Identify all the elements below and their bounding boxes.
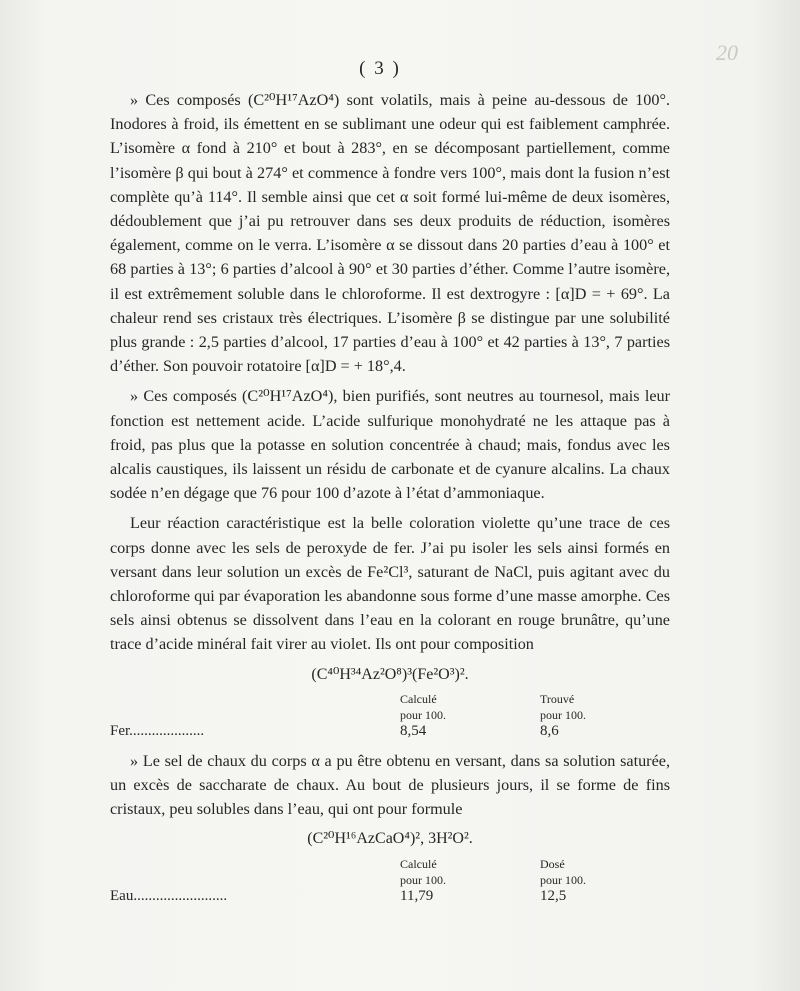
corner-pencil-mark: 20 — [716, 40, 738, 65]
water-analysis-table — [110, 856, 660, 904]
trouve-subheader: pour 100. — [540, 707, 586, 722]
eau-calcule-value: 11,79 — [400, 887, 434, 904]
calcule-header: Calculé — [400, 691, 437, 706]
dose-header: Dosé — [540, 856, 565, 871]
paragraph-4: » Le sel de chaux du corps α a pu être obtenu en versant, dans sa solution saturée, un excès de saccharate de chaux. Au bout de plusieurs jours, il se forme de fins cristaux, peu solubles dans l’eau, qui ont pour formule — [110, 751, 670, 819]
paragraph-1: » Ces composés (C²⁰H¹⁷AzO⁴) sont volatils, mais à peine au-dessous de 100°. Inodores à froid, ils émettent en se sublimant une odeur qui est faiblement camphrée. L’isomère α fond à 210° et bout à 283°, en se décomposant partiellement, comme l’isomère β qui bout à 274° et commence à fondre vers 100°, mais dont la fusion n’est complète qu’à 114°. Il semble ainsi que cet α soit formé lui-même de deux isomères, dédoublement que j’ai pu retrouver dans ses deux produits de réduction, isomères également, comme on le verra. L’isomère α se dissout dans 20 parties d’eau à 100° et 68 parties à 13°; 6 parties d’alcool à 90° et 30 parties d’éther. Comme l’autre isomère, il est extrêmement soluble dans le chloroforme. Il est dextrogyre : [α]D = + 69°. La chaleur rend ses cristaux très électriques. L’isomère β se distingue par une solubilité plus grande : 2,5 parties d’alcool, 17 parties d’eau à 100° et 42 parties à 13°, 7 parties d’éther. Son pouvoir rotatoire [α]D = + 18°,4. — [110, 91, 670, 376]
fer-calcule-value: 8,54 — [400, 722, 427, 739]
calcule-header-2: Calculé — [400, 856, 437, 871]
body-text — [110, 88, 670, 904]
formula-iron-salt: (C⁴⁰H³⁴Az²O⁸)³(Fe²O³)². — [311, 665, 469, 683]
eau-dose-value: 12,5 — [540, 887, 567, 904]
formula-calcium-salt: (C²⁰H¹⁶AzCaO⁴)², 3H²O². — [307, 830, 473, 848]
page-number: ( 3 ) — [359, 58, 401, 79]
calcule-subheader-2: pour 100. — [400, 872, 446, 887]
row-label-fer: Fer.................... — [110, 722, 205, 739]
dose-subheader: pour 100. — [540, 872, 586, 887]
row-label-eau: Eau......................... — [110, 887, 228, 904]
calcule-subheader: pour 100. — [400, 707, 446, 722]
paragraph-2: » Ces composés (C²⁰H¹⁷AzO⁴), bien purifiés, sont neutres au tournesol, mais leur fonction est nettement acide. L’acide sulfurique monohydraté ne les attaque pas à froid, pas plus que la potasse en solution concentrée à chaud; mais, fondus avec les alcalis caustiques, ils laissent un résidu de carbonate et de cyanure alcalins. La chaux sodée n’en dégage que 76 pour 100 d’azote à l’état d’ammoniaque. — [110, 387, 670, 503]
fer-trouve-value: 8,6 — [540, 722, 559, 739]
iron-analysis-table — [110, 691, 660, 739]
paragraph-3: Leur réaction caractéristique est la belle coloration violette qu’une trace de ces corps donne avec les sels de peroxyde de fer. J’ai pu isoler les sels ainsi formés en versant dans leur solution un excès de Fe²Cl³, saturant de NaCl, puis agitant avec du chloroforme qui par évaporation les abandonne sous forme d’une masse amorphe. Ces sels ainsi obtenus se dissolvent dans l’eau en la colorant en rouge brunâtre, qu’une trace d’acide minéral fait virer au violet. Ils ont pour composition — [110, 514, 670, 654]
trouve-header: Trouvé — [540, 691, 575, 706]
